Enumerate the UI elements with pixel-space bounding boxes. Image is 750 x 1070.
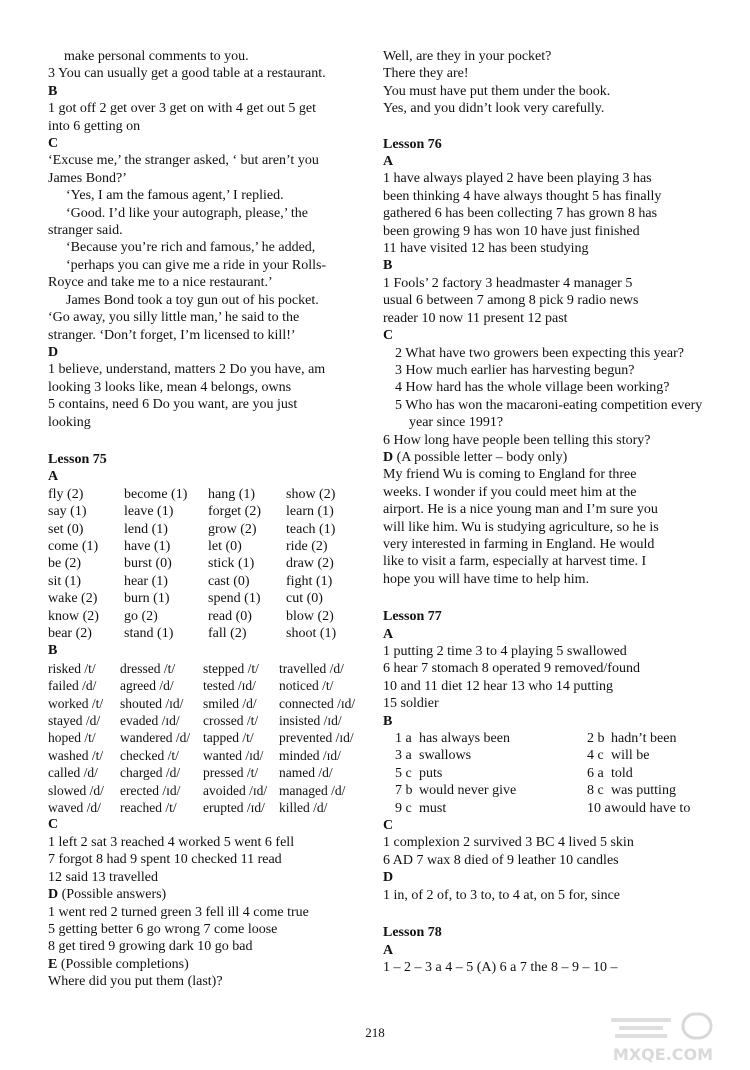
story-line: Royce and take me to a nice restaurant.’ bbox=[48, 275, 273, 291]
lesson-75-e-heading bbox=[48, 956, 366, 973]
lesson-77-a-line: 1 putting 2 time 3 to 4 playing 5 swallowed bbox=[383, 644, 627, 659]
lesson-75-e-note: (Possible completions) bbox=[60, 956, 189, 972]
lesson-75-d-heading bbox=[48, 886, 366, 903]
lesson-77-b-label: B bbox=[383, 713, 393, 729]
letter-line: weeks. I wonder if you could meet him at the bbox=[383, 484, 637, 500]
pronunciation-cell: failed /d/ bbox=[48, 678, 97, 694]
pronunciation-cell: charged /d/ bbox=[120, 765, 181, 781]
table-spacer bbox=[547, 800, 587, 817]
pronunciation-cell: slowed /d/ bbox=[48, 782, 104, 798]
pronunciation-cell: hoped /t/ bbox=[48, 730, 96, 746]
pronunciation-table bbox=[48, 660, 366, 817]
verb-cell: become (1) bbox=[124, 486, 188, 502]
watermark-logo bbox=[591, 1012, 736, 1066]
story-line: ‘Go away, you silly little man,’ he said to the bbox=[48, 310, 300, 326]
lesson-75-d-line: 5 getting better 6 go wrong 7 come loose bbox=[48, 921, 278, 937]
pronunciation-cell: checked /t/ bbox=[120, 747, 179, 763]
answer-key: 4 c bbox=[587, 748, 604, 764]
letter-line: very interested in farming in England. He would bbox=[383, 536, 655, 552]
verb-cell: know (2) bbox=[48, 608, 99, 624]
pronunciation-cell: washed /t/ bbox=[48, 747, 104, 763]
question-line: 4 How hard has the whole village been working? bbox=[395, 380, 670, 396]
lesson-77-a-line: 6 hear 7 stomach 8 operated 9 removed/found bbox=[383, 661, 640, 677]
verb-cell: say (1) bbox=[48, 504, 87, 520]
pronunciation-cell: tapped /t/ bbox=[203, 730, 254, 746]
lesson-76-a-line: gathered 6 has been collecting 7 has grown 8 has bbox=[383, 206, 658, 222]
lesson-76-b-line: usual 6 between 7 among 8 pick 9 radio news bbox=[383, 293, 639, 309]
answer-text: told bbox=[611, 765, 633, 781]
verb-cell: grow (2) bbox=[208, 521, 257, 537]
watermark-glyphs bbox=[611, 1020, 671, 1036]
answer-key: 7 b bbox=[395, 783, 413, 799]
lesson-77-c-line: 1 complexion 2 survived 3 BC 4 lived 5 skin bbox=[383, 835, 634, 851]
pronunciation-cell: dressed /t/ bbox=[120, 660, 176, 676]
verb-cell: be (2) bbox=[48, 556, 82, 572]
story-line: ‘Because you’re rich and famous,’ he added, bbox=[66, 240, 316, 256]
pronunciation-cell: risked /t/ bbox=[48, 660, 96, 676]
story-line: stranger said. bbox=[48, 223, 123, 239]
lesson-75-e-label: E bbox=[48, 956, 58, 972]
verb-cell: blow (2) bbox=[286, 608, 334, 624]
lesson-76-b-label: B bbox=[383, 258, 393, 274]
section-d-line: looking bbox=[48, 414, 91, 430]
answer-key: 1 a bbox=[395, 731, 412, 747]
lesson-75-b-label: B bbox=[48, 643, 58, 659]
lesson-77-c-label: C bbox=[383, 818, 394, 834]
question-line: 3 How much earlier has harvesting begun? bbox=[395, 362, 635, 378]
pronunciation-cell: prevented /ɪd/ bbox=[279, 730, 354, 746]
story-line: ‘Good. I’d like your autograph, please,’ the bbox=[66, 205, 308, 221]
letter-line: My friend Wu is coming to England for three bbox=[383, 467, 637, 483]
question-line: 5 Who has won the macaroni-eating competition every year since 1991? bbox=[395, 397, 703, 431]
lesson-75-c-line: 12 said 13 travelled bbox=[48, 869, 159, 885]
verb-cell: spend (1) bbox=[208, 591, 261, 607]
lesson-76-b-line: reader 10 now 11 present 12 past bbox=[383, 310, 568, 326]
lesson-77-a-label: A bbox=[383, 626, 394, 642]
pronunciation-cell: avoided /ɪd/ bbox=[203, 782, 268, 798]
pronunciation-cell: named /d/ bbox=[279, 765, 333, 781]
section-d-label: D bbox=[48, 344, 59, 360]
pronunciation-cell: smiled /d/ bbox=[203, 695, 257, 711]
answer-key: 6 a bbox=[587, 765, 604, 781]
verb-cell: set (0) bbox=[48, 521, 84, 537]
dialogue-line: There they are! bbox=[383, 66, 469, 82]
letter-line: will like him. Wu is studying agriculture, so he is bbox=[383, 519, 659, 535]
answer-text: swallows bbox=[419, 748, 472, 764]
verb-cell: come (1) bbox=[48, 538, 99, 554]
answer-text: will be bbox=[611, 748, 650, 764]
pronunciation-cell: travelled /d/ bbox=[279, 660, 344, 676]
verb-cell: go (2) bbox=[124, 608, 158, 624]
pronunciation-cell: noticed /t/ bbox=[279, 678, 334, 694]
verb-cell: shoot (1) bbox=[286, 626, 337, 641]
verb-cell: forget (2) bbox=[208, 504, 261, 520]
lesson-76-a-line: 1 have always played 2 have been playing 3 has bbox=[383, 171, 652, 187]
lesson-76-b-line: 1 Fools’ 2 factory 3 headmaster 4 manager 5 bbox=[383, 275, 633, 291]
answer-key: 2 b bbox=[587, 731, 605, 747]
pronunciation-cell: tested /ɪd/ bbox=[203, 678, 256, 694]
answer-text: would never give bbox=[419, 783, 517, 799]
lesson-75-c-label: C bbox=[48, 817, 59, 833]
lesson-75-e-line: Where did you put them (last)? bbox=[48, 974, 223, 990]
verb-cell: wake (2) bbox=[48, 591, 98, 607]
table-spacer bbox=[547, 765, 587, 782]
pronunciation-cell: reached /t/ bbox=[120, 800, 177, 816]
verb-cell: stick (1) bbox=[208, 556, 255, 572]
lesson-77-d-line: 1 in, of 2 of, to 3 to, to 4 at, on 5 for, since bbox=[383, 887, 621, 903]
verb-cell: hear (1) bbox=[124, 573, 168, 589]
pronunciation-cell: wanted /ɪd/ bbox=[203, 747, 264, 763]
lesson-76-a-line: been thinking 4 have always thought 5 has finally bbox=[383, 188, 662, 204]
dialogue-line: Well, are they in your pocket? bbox=[383, 49, 552, 64]
lesson-76-d-note: (A possible letter – body only) bbox=[396, 449, 568, 465]
verb-cell: fly (2) bbox=[48, 486, 84, 502]
lesson-75-title: Lesson 75 bbox=[48, 451, 107, 467]
left-column bbox=[48, 48, 366, 991]
table-spacer bbox=[547, 782, 587, 799]
intro-line-1: make personal comments to you. bbox=[64, 49, 249, 64]
answer-text: has always been bbox=[419, 731, 510, 747]
answer-key: 8 c bbox=[587, 783, 604, 799]
verb-cell: cast (0) bbox=[208, 573, 250, 589]
pronunciation-cell: called /d/ bbox=[48, 765, 98, 781]
answer-key: 9 c bbox=[395, 800, 412, 816]
lesson-75-c-line: 7 forgot 8 had 9 spent 10 checked 11 read bbox=[48, 852, 282, 868]
answer-text: must bbox=[419, 800, 447, 816]
dialogue-line: Yes, and you didn’t look very carefully. bbox=[383, 101, 605, 117]
section-b-line: 1 got off 2 get over 3 get on with 4 get out 5 get bbox=[48, 101, 317, 117]
verb-cell: burst (0) bbox=[124, 556, 172, 572]
pronunciation-cell: crossed /t/ bbox=[203, 713, 259, 729]
section-d-line: 1 believe, understand, matters 2 Do you have, am bbox=[48, 362, 326, 378]
pronunciation-cell: waved /d/ bbox=[48, 800, 101, 816]
lesson-76-a-line: 11 have visited 12 has been studying bbox=[383, 241, 589, 257]
section-b-line: into 6 getting on bbox=[48, 118, 141, 134]
right-column bbox=[383, 48, 703, 976]
story-line: stranger. ‘Don’t forget, I’m licensed to kill!’ bbox=[48, 327, 296, 343]
lesson-77-a-line: 10 and 11 diet 12 hear 13 who 14 putting bbox=[383, 678, 614, 694]
answer-text: hadn’t been bbox=[611, 731, 677, 747]
verb-cell: have (1) bbox=[124, 538, 171, 554]
verb-cell: read (0) bbox=[208, 608, 252, 624]
lesson-76-d-heading bbox=[383, 449, 703, 466]
answer-key: 10 a bbox=[587, 800, 611, 816]
pronunciation-cell: managed /d/ bbox=[279, 782, 346, 798]
verb-cell: lend (1) bbox=[124, 521, 168, 537]
lesson-77-c-line: 6 AD 7 wax 8 died of 9 leather 10 candles bbox=[383, 852, 619, 868]
lesson-75-c-line: 1 left 2 sat 3 reached 4 worked 5 went 6 fell bbox=[48, 834, 295, 850]
pronunciation-cell: erupted /ɪd/ bbox=[203, 800, 265, 816]
story-line: James Bond took a toy gun out of his pocket. bbox=[66, 292, 319, 308]
section-d-line: looking 3 looks like, mean 4 belongs, owns bbox=[48, 379, 292, 395]
letter-line: like to visit a farm, especially at harvest time. I bbox=[383, 554, 647, 570]
verb-cell: bear (2) bbox=[48, 626, 92, 641]
answer-text: was putting bbox=[611, 783, 676, 799]
verb-cell: show (2) bbox=[286, 486, 336, 502]
section-b-label: B bbox=[48, 83, 58, 99]
lesson-75-a-label: A bbox=[48, 469, 59, 485]
pronunciation-cell: killed /d/ bbox=[279, 800, 328, 816]
lesson-77-d-label: D bbox=[383, 870, 394, 886]
section-c-label: C bbox=[48, 136, 59, 152]
pronunciation-cell: wandered /d/ bbox=[120, 730, 191, 746]
watermark-circle bbox=[683, 1014, 711, 1038]
lesson-78-title: Lesson 78 bbox=[383, 925, 442, 941]
pronunciation-cell: minded /ɪd/ bbox=[279, 747, 341, 763]
lesson-76-c-label: C bbox=[383, 328, 394, 344]
lesson-75-d-label: D bbox=[48, 887, 59, 903]
verb-cell: burn (1) bbox=[124, 591, 170, 607]
lesson-75-d-line: 1 went red 2 turned green 3 fell ill 4 come true bbox=[48, 904, 309, 920]
table-spacer bbox=[547, 730, 587, 747]
lesson-76-a-label: A bbox=[383, 154, 394, 170]
table-spacer bbox=[547, 747, 587, 764]
pronunciation-cell: erected /ɪd/ bbox=[120, 782, 181, 798]
answer-text: puts bbox=[419, 765, 443, 781]
verb-cell: learn (1) bbox=[286, 504, 334, 520]
dialogue-line: You must have put them under the book. bbox=[383, 83, 611, 99]
lesson-78-a-label: A bbox=[383, 942, 394, 958]
lesson-77-a-line: 15 soldier bbox=[383, 696, 439, 712]
answer-key: 3 a bbox=[395, 748, 412, 764]
letter-line: hope you will have time to help him. bbox=[383, 571, 590, 587]
verb-cell: cut (0) bbox=[286, 591, 323, 607]
verb-cell: draw (2) bbox=[286, 556, 334, 572]
pronunciation-cell: worked /t/ bbox=[48, 695, 104, 711]
verb-cell: sit (1) bbox=[48, 573, 82, 589]
lesson-77-title: Lesson 77 bbox=[383, 609, 442, 625]
pronunciation-cell: stepped /t/ bbox=[203, 660, 259, 676]
lesson-78-a-line: 1 – 2 – 3 a 4 – 5 (A) 6 a 7 the 8 – 9 – 10 – bbox=[383, 959, 618, 975]
pronunciation-cell: pressed /t/ bbox=[203, 765, 259, 781]
story-line: James Bond?’ bbox=[48, 170, 127, 186]
intro-line-2: 3 You can usually get a good table at a restaurant. bbox=[48, 66, 326, 82]
page-number: 218 bbox=[365, 1025, 385, 1040]
pronunciation-cell: shouted /ɪd/ bbox=[120, 695, 184, 711]
question-line: 2 What have two growers been expecting this year? bbox=[395, 345, 684, 361]
watermark-text: MXQE.COM bbox=[612, 1045, 714, 1064]
letter-line: airport. He is a nice young man and I’m sure you bbox=[383, 502, 658, 518]
lesson-75-d-line: 8 get tired 9 growing dark 10 go bad bbox=[48, 939, 253, 955]
lesson-76-a-line: been growing 9 has won 10 have just finished bbox=[383, 223, 640, 239]
verb-cell: leave (1) bbox=[124, 504, 174, 520]
pronunciation-cell: insisted /ɪd/ bbox=[279, 713, 342, 729]
story-line: ‘perhaps you can give me a ride in your Rolls- bbox=[66, 257, 327, 273]
pronunciation-cell: evaded /ɪd/ bbox=[120, 713, 180, 729]
pronunciation-cell: stayed /d/ bbox=[48, 713, 101, 729]
verb-table bbox=[48, 486, 366, 643]
pronunciation-cell: connected /ɪd/ bbox=[279, 695, 356, 711]
answer-text: would have to bbox=[611, 800, 691, 816]
verb-cell: ride (2) bbox=[286, 538, 328, 554]
verb-cell: stand (1) bbox=[124, 626, 174, 641]
answer-table bbox=[383, 730, 703, 817]
story-line: ‘Yes, I am the famous agent,’ I replied. bbox=[66, 188, 284, 204]
verb-cell: fall (2) bbox=[208, 626, 247, 641]
lesson-76-d-label: D bbox=[383, 449, 394, 465]
section-d-line: 5 contains, need 6 Do you want, are you just bbox=[48, 397, 298, 413]
lesson-75-d-note: (Possible answers) bbox=[61, 887, 167, 903]
story-line: ‘Excuse me,’ the stranger asked, ‘ but aren’t you bbox=[48, 153, 319, 169]
verb-cell: teach (1) bbox=[286, 521, 336, 537]
answer-key: 5 c bbox=[395, 765, 412, 781]
verb-cell: let (0) bbox=[208, 538, 242, 554]
question-line: 6 How long have people been telling this story? bbox=[383, 432, 651, 448]
verb-cell: hang (1) bbox=[208, 486, 256, 502]
pronunciation-cell: agreed /d/ bbox=[120, 678, 174, 694]
lesson-76-title: Lesson 76 bbox=[383, 136, 442, 152]
verb-cell: fight (1) bbox=[286, 573, 333, 589]
